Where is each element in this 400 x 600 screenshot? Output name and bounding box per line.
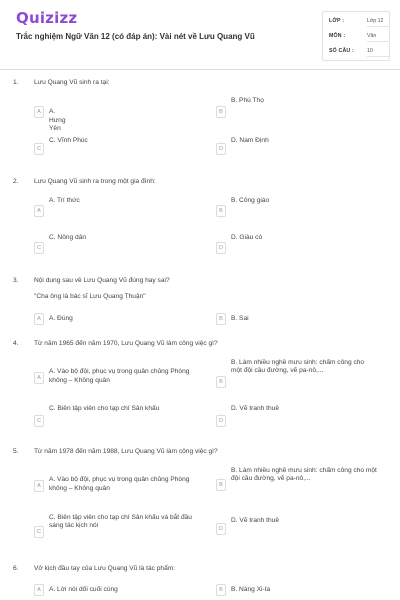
option-text: C. Vĩnh Phúc xyxy=(49,137,88,144)
info-box xyxy=(322,11,390,61)
option-c[interactable] xyxy=(34,137,204,155)
info-value: 10 xyxy=(367,47,389,57)
option-text: C. Nông dân xyxy=(49,234,87,241)
option-b[interactable] xyxy=(216,197,386,217)
option-text: B. Công giáo xyxy=(231,197,270,204)
quizizz-logo[interactable]: Quizizz xyxy=(16,9,78,27)
question-number: 6. xyxy=(13,565,19,572)
option-b[interactable] xyxy=(216,584,386,598)
info-row-grade xyxy=(329,16,389,28)
option-text: C. Biên tập viên cho tạp chí Sân khấu xyxy=(49,405,160,412)
option-a[interactable] xyxy=(34,584,204,598)
option-text-line2: không – Không quân xyxy=(49,377,110,384)
question-text: Nội dung sau về Lưu Quang Vũ đúng hay sai? xyxy=(34,277,170,284)
info-row-count xyxy=(329,46,389,58)
option-a[interactable] xyxy=(34,368,212,388)
option-text: A. Hưng Yên xyxy=(49,108,66,132)
option-badge: C xyxy=(34,143,44,155)
option-badge: A xyxy=(34,480,44,492)
option-text-line2: không – Không quân xyxy=(49,485,110,492)
question-number: 3. xyxy=(13,277,19,284)
option-d[interactable] xyxy=(216,137,386,155)
option-b[interactable] xyxy=(216,97,386,115)
option-c[interactable] xyxy=(34,234,204,254)
option-badge: A xyxy=(34,106,44,118)
info-value: Lớp 12 xyxy=(367,17,389,27)
option-badge: A xyxy=(34,313,44,325)
question-number: 2. xyxy=(13,178,19,185)
option-a[interactable] xyxy=(34,313,204,327)
option-text: A. Trí thức xyxy=(49,197,80,204)
option-text-line1: A. Vào bộ đội, phục vụ trong quân chủng Phòng xyxy=(49,368,190,375)
option-text: A. Đúng xyxy=(49,315,73,322)
option-b[interactable] xyxy=(216,313,386,327)
option-text: B. Nàng Xi-ta xyxy=(231,586,271,593)
option-badge: B xyxy=(216,479,226,491)
option-text-line2: đội cầu đường, vẽ pa-nô,... xyxy=(231,475,311,482)
question-text: Lưu Quang Vũ sinh ra tại: xyxy=(34,79,110,86)
option-badge: B xyxy=(216,106,226,118)
option-d[interactable] xyxy=(216,405,386,425)
info-label: SỐ CÂU : xyxy=(329,48,354,54)
question-quote: "Cha ông là bác sĩ Lưu Quang Thuận" xyxy=(34,293,146,300)
option-text-line1: C. Biên tập viên cho tạp chí Sân khấu và bắt đầu xyxy=(49,514,192,521)
option-badge: B xyxy=(216,584,226,596)
option-b[interactable] xyxy=(216,359,396,389)
option-text-line1: B. Làm nhiều nghề mưu sinh: chấm công cho một xyxy=(231,467,377,474)
option-badge: A xyxy=(34,584,44,596)
option-badge: C xyxy=(34,242,44,254)
info-label: LỚP : xyxy=(329,18,345,24)
info-row-subject xyxy=(329,31,389,43)
option-text-line2: một đội cầu đường, vẽ pa-nô,... xyxy=(231,367,324,374)
worksheet-header xyxy=(0,0,400,70)
option-badge: D xyxy=(216,523,226,535)
option-d[interactable] xyxy=(216,517,386,537)
option-text: B. Sai xyxy=(231,315,249,322)
option-badge: D xyxy=(216,143,226,155)
option-d[interactable] xyxy=(216,234,386,254)
question-text: Từ năm 1978 đến năm 1988, Lưu Quang Vũ làm công việc gì? xyxy=(34,448,218,455)
info-value: Văn xyxy=(367,32,389,42)
option-badge: D xyxy=(216,415,226,427)
option-text: B. Phú Thọ xyxy=(231,97,264,104)
option-badge: D xyxy=(216,242,226,254)
option-text: D. Vẽ tranh thuê xyxy=(231,405,280,412)
option-text: A. Lời nói dối cuối cùng xyxy=(49,586,118,593)
option-badge: C xyxy=(34,526,44,538)
option-badge: C xyxy=(34,415,44,427)
option-text-line1: B. Làm nhiều nghề mưu sinh: chấm công cho xyxy=(231,359,365,366)
question-number: 5. xyxy=(13,448,19,455)
option-badge: A xyxy=(34,205,44,217)
question-number: 1. xyxy=(13,79,19,86)
option-text-line1: A. Vào bộ đội, phục vụ trong quân chủng Phòng xyxy=(49,476,190,483)
option-badge: A xyxy=(34,372,44,384)
option-badge: B xyxy=(216,205,226,217)
option-badge: B xyxy=(216,313,226,325)
option-text: D. Giàu có xyxy=(231,234,263,241)
question-text: Lưu Quang Vũ sinh ra trong một gia đình: xyxy=(34,178,156,185)
page-title: Trắc nghiệm Ngữ Văn 12 (có đáp án): Vài nét về Lưu Quang Vũ xyxy=(16,32,255,41)
option-b[interactable] xyxy=(216,467,396,497)
option-text: D. Vẽ tranh thuê xyxy=(231,517,280,524)
question-text: Từ năm 1965 đến năm 1970, Lưu Quang Vũ làm công việc gì? xyxy=(34,340,218,347)
option-text-line2: sáng tác kịch nói xyxy=(49,522,99,529)
info-label: MÔN : xyxy=(329,33,346,39)
option-c[interactable] xyxy=(34,405,212,425)
option-badge: B xyxy=(216,376,226,388)
question-text: Vở kịch đầu tay của Lưu Quang Vũ là tác phẩm: xyxy=(34,565,176,572)
option-a[interactable] xyxy=(34,197,204,217)
question-number: 4. xyxy=(13,340,19,347)
option-text: D. Nam Định xyxy=(231,137,269,144)
option-c[interactable] xyxy=(34,514,212,540)
option-a[interactable] xyxy=(34,476,212,496)
